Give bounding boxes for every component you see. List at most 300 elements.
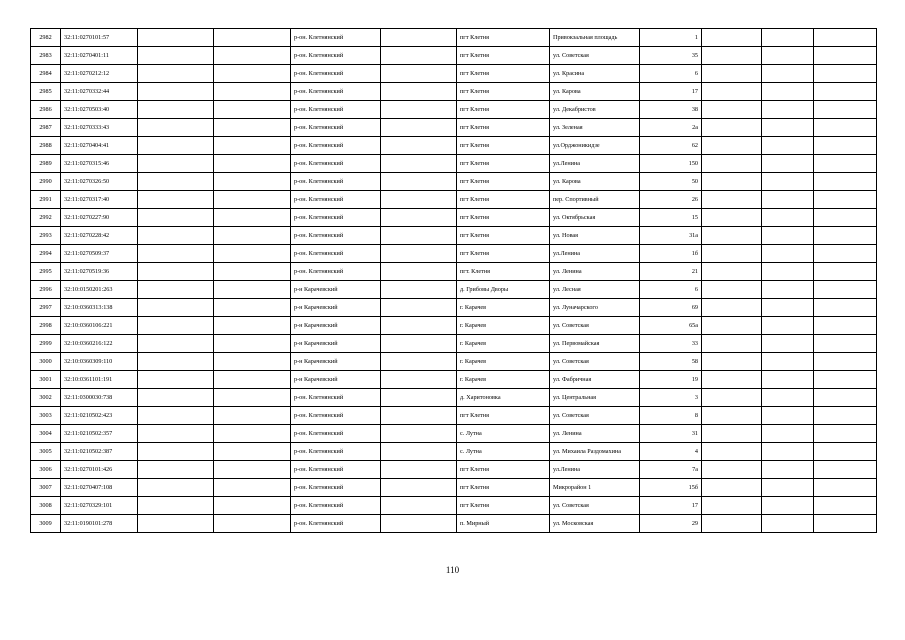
empty-cell bbox=[762, 65, 814, 83]
settlement-cell: п. Мирный bbox=[457, 515, 550, 533]
empty-cell bbox=[138, 281, 214, 299]
cadastral-number-cell: 32:11:0270333:43 bbox=[61, 119, 138, 137]
table-row bbox=[31, 389, 877, 407]
street-cell: ул. Советская bbox=[550, 407, 640, 425]
row-number-cell: 3000 bbox=[31, 353, 61, 371]
empty-cell bbox=[138, 479, 214, 497]
empty-cell bbox=[814, 407, 877, 425]
row-number-cell: 2986 bbox=[31, 101, 61, 119]
settlement-cell: с. Лутна bbox=[457, 425, 550, 443]
house-number-cell: 8 bbox=[640, 407, 702, 425]
house-number-cell: 17 bbox=[640, 497, 702, 515]
settlement-cell: пгт Клетня bbox=[457, 227, 550, 245]
empty-cell bbox=[762, 119, 814, 137]
house-number-cell: 15 bbox=[640, 209, 702, 227]
empty-cell bbox=[381, 371, 457, 389]
empty-cell bbox=[702, 461, 762, 479]
empty-cell bbox=[138, 443, 214, 461]
street-cell: ул. Первомайская bbox=[550, 335, 640, 353]
street-cell: ул. Михаила Раздомахина bbox=[550, 443, 640, 461]
settlement-cell: пгт Клетня bbox=[457, 137, 550, 155]
settlement-cell: г. Карачев bbox=[457, 335, 550, 353]
empty-cell bbox=[214, 227, 291, 245]
table-row bbox=[31, 299, 877, 317]
table-row bbox=[31, 101, 877, 119]
empty-cell bbox=[381, 245, 457, 263]
table-row bbox=[31, 245, 877, 263]
empty-cell bbox=[814, 29, 877, 47]
empty-cell bbox=[762, 83, 814, 101]
row-number-cell: 3004 bbox=[31, 425, 61, 443]
settlement-cell: д. Харитоновка bbox=[457, 389, 550, 407]
empty-cell bbox=[138, 227, 214, 245]
street-cell: ул. Луначарского bbox=[550, 299, 640, 317]
empty-cell bbox=[214, 191, 291, 209]
row-number-cell: 2992 bbox=[31, 209, 61, 227]
empty-cell bbox=[762, 29, 814, 47]
row-number-cell: 2984 bbox=[31, 65, 61, 83]
empty-cell bbox=[214, 119, 291, 137]
empty-cell bbox=[762, 335, 814, 353]
district-cell: р-он. Клетнянский bbox=[291, 407, 381, 425]
settlement-cell: пгт. Клетня bbox=[457, 263, 550, 281]
house-number-cell: 150 bbox=[640, 155, 702, 173]
table-row bbox=[31, 515, 877, 533]
cadastral-number-cell: 32:10:0360313:138 bbox=[61, 299, 138, 317]
house-number-cell: 26 bbox=[640, 191, 702, 209]
street-cell: ул. Ленина bbox=[550, 263, 640, 281]
empty-cell bbox=[214, 299, 291, 317]
cadastral-number-cell: 32:11:0270401:11 bbox=[61, 47, 138, 65]
settlement-cell: пгт Клетня bbox=[457, 497, 550, 515]
empty-cell bbox=[814, 389, 877, 407]
empty-cell bbox=[702, 83, 762, 101]
empty-cell bbox=[702, 515, 762, 533]
district-cell: р-он. Клетнянский bbox=[291, 263, 381, 281]
empty-cell bbox=[381, 65, 457, 83]
settlement-cell: пгт Клетня bbox=[457, 83, 550, 101]
house-number-cell: 15б bbox=[640, 479, 702, 497]
cadastral-number-cell: 32:10:0361101:191 bbox=[61, 371, 138, 389]
empty-cell bbox=[381, 461, 457, 479]
empty-cell bbox=[381, 443, 457, 461]
cadastral-number-cell: 32:11:0270404:41 bbox=[61, 137, 138, 155]
empty-cell bbox=[381, 83, 457, 101]
empty-cell bbox=[814, 101, 877, 119]
row-number-cell: 2999 bbox=[31, 335, 61, 353]
house-number-cell: 58 bbox=[640, 353, 702, 371]
settlement-cell: г. Карачев bbox=[457, 317, 550, 335]
cadastral-number-cell: 32:11:0270317:40 bbox=[61, 191, 138, 209]
empty-cell bbox=[138, 137, 214, 155]
street-cell: ул. Карова bbox=[550, 173, 640, 191]
house-number-cell: 3 bbox=[640, 389, 702, 407]
street-cell: ул. Ленина bbox=[550, 425, 640, 443]
empty-cell bbox=[702, 479, 762, 497]
empty-cell bbox=[762, 389, 814, 407]
district-cell: р-он. Клетнянский bbox=[291, 65, 381, 83]
empty-cell bbox=[814, 461, 877, 479]
house-number-cell: 1 bbox=[640, 29, 702, 47]
row-number-cell: 2989 bbox=[31, 155, 61, 173]
district-cell: р-он. Клетнянский bbox=[291, 191, 381, 209]
empty-cell bbox=[762, 227, 814, 245]
table-row bbox=[31, 29, 877, 47]
empty-cell bbox=[138, 83, 214, 101]
table-row bbox=[31, 65, 877, 83]
empty-cell bbox=[702, 65, 762, 83]
settlement-cell: г. Карачев bbox=[457, 353, 550, 371]
street-cell: ул. Советская bbox=[550, 47, 640, 65]
street-cell: ул.Ленина bbox=[550, 155, 640, 173]
empty-cell bbox=[381, 389, 457, 407]
table-row bbox=[31, 281, 877, 299]
street-cell: пер. Спортивный bbox=[550, 191, 640, 209]
empty-cell bbox=[381, 407, 457, 425]
settlement-cell: пгт Клетня bbox=[457, 47, 550, 65]
table-row bbox=[31, 83, 877, 101]
house-number-cell: 31 bbox=[640, 425, 702, 443]
empty-cell bbox=[702, 263, 762, 281]
empty-cell bbox=[381, 353, 457, 371]
empty-cell bbox=[138, 47, 214, 65]
table-row bbox=[31, 353, 877, 371]
settlement-cell: пгт Клетня bbox=[457, 245, 550, 263]
district-cell: р-он. Клетнянский bbox=[291, 83, 381, 101]
empty-cell bbox=[214, 101, 291, 119]
row-number-cell: 2985 bbox=[31, 83, 61, 101]
empty-cell bbox=[702, 245, 762, 263]
empty-cell bbox=[702, 353, 762, 371]
row-number-cell: 3001 bbox=[31, 371, 61, 389]
row-number-cell: 2987 bbox=[31, 119, 61, 137]
empty-cell bbox=[138, 101, 214, 119]
settlement-cell: пгт Клетня bbox=[457, 173, 550, 191]
table-row bbox=[31, 371, 877, 389]
empty-cell bbox=[214, 371, 291, 389]
house-number-cell: 69 bbox=[640, 299, 702, 317]
cadastral-number-cell: 32:11:0270407:108 bbox=[61, 479, 138, 497]
empty-cell bbox=[381, 209, 457, 227]
empty-cell bbox=[138, 371, 214, 389]
row-number-cell: 2991 bbox=[31, 191, 61, 209]
empty-cell bbox=[214, 29, 291, 47]
house-number-cell: 4 bbox=[640, 443, 702, 461]
empty-cell bbox=[702, 371, 762, 389]
row-number-cell: 2993 bbox=[31, 227, 61, 245]
house-number-cell: 29 bbox=[640, 515, 702, 533]
empty-cell bbox=[381, 155, 457, 173]
empty-cell bbox=[762, 515, 814, 533]
empty-cell bbox=[214, 443, 291, 461]
cadastral-number-cell: 32:11:0270101:57 bbox=[61, 29, 138, 47]
district-cell: р-н Карачевский bbox=[291, 299, 381, 317]
empty-cell bbox=[381, 317, 457, 335]
street-cell: ул.Ленина bbox=[550, 461, 640, 479]
table-row bbox=[31, 497, 877, 515]
cadastral-number-cell: 32:11:0270509:37 bbox=[61, 245, 138, 263]
district-cell: р-он. Клетнянский bbox=[291, 479, 381, 497]
empty-cell bbox=[214, 263, 291, 281]
cadastral-number-cell: 32:11:0270332:44 bbox=[61, 83, 138, 101]
empty-cell bbox=[381, 47, 457, 65]
district-cell: р-он. Клетнянский bbox=[291, 29, 381, 47]
empty-cell bbox=[214, 245, 291, 263]
district-cell: р-н Карачевский bbox=[291, 353, 381, 371]
street-cell: ул.Ленина bbox=[550, 245, 640, 263]
cadastral-number-cell: 32:11:0270212:12 bbox=[61, 65, 138, 83]
house-number-cell: 21 bbox=[640, 263, 702, 281]
settlement-cell: пгт Клетня bbox=[457, 461, 550, 479]
empty-cell bbox=[702, 101, 762, 119]
row-number-cell: 2982 bbox=[31, 29, 61, 47]
row-number-cell: 2988 bbox=[31, 137, 61, 155]
street-cell: ул. Московская bbox=[550, 515, 640, 533]
empty-cell bbox=[214, 425, 291, 443]
table-row bbox=[31, 119, 877, 137]
district-cell: р-н Карачевский bbox=[291, 335, 381, 353]
cadastral-number-cell: 32:11:0270503:40 bbox=[61, 101, 138, 119]
empty-cell bbox=[702, 497, 762, 515]
house-number-cell: 50 bbox=[640, 173, 702, 191]
empty-cell bbox=[138, 299, 214, 317]
cadastral-number-cell: 32:11:0270101:426 bbox=[61, 461, 138, 479]
empty-cell bbox=[814, 371, 877, 389]
empty-cell bbox=[381, 515, 457, 533]
empty-cell bbox=[762, 245, 814, 263]
row-number-cell: 2997 bbox=[31, 299, 61, 317]
street-cell: ул. Зеленая bbox=[550, 119, 640, 137]
empty-cell bbox=[762, 173, 814, 191]
table-row bbox=[31, 407, 877, 425]
table-row bbox=[31, 317, 877, 335]
empty-cell bbox=[814, 119, 877, 137]
empty-cell bbox=[762, 479, 814, 497]
empty-cell bbox=[814, 335, 877, 353]
street-cell: ул. Советская bbox=[550, 317, 640, 335]
settlement-cell: д. Грибовы Дворы bbox=[457, 281, 550, 299]
settlement-cell: пгт Клетня bbox=[457, 479, 550, 497]
house-number-cell: 35 bbox=[640, 47, 702, 65]
cadastral-number-cell: 32:11:0300030:738 bbox=[61, 389, 138, 407]
empty-cell bbox=[814, 137, 877, 155]
empty-cell bbox=[214, 389, 291, 407]
empty-cell bbox=[214, 335, 291, 353]
row-number-cell: 3005 bbox=[31, 443, 61, 461]
empty-cell bbox=[214, 461, 291, 479]
empty-cell bbox=[381, 479, 457, 497]
row-number-cell: 3008 bbox=[31, 497, 61, 515]
empty-cell bbox=[138, 407, 214, 425]
empty-cell bbox=[814, 155, 877, 173]
row-number-cell: 2998 bbox=[31, 317, 61, 335]
empty-cell bbox=[138, 425, 214, 443]
empty-cell bbox=[762, 137, 814, 155]
empty-cell bbox=[381, 281, 457, 299]
street-cell: ул. Декабристов bbox=[550, 101, 640, 119]
empty-cell bbox=[762, 317, 814, 335]
empty-cell bbox=[138, 461, 214, 479]
row-number-cell: 3006 bbox=[31, 461, 61, 479]
empty-cell bbox=[214, 47, 291, 65]
empty-cell bbox=[762, 353, 814, 371]
empty-cell bbox=[702, 335, 762, 353]
settlement-cell: пгт Клетня bbox=[457, 209, 550, 227]
empty-cell bbox=[814, 515, 877, 533]
empty-cell bbox=[702, 407, 762, 425]
table-row bbox=[31, 425, 877, 443]
cadastral-number-cell: 32:11:0210502:387 bbox=[61, 443, 138, 461]
district-cell: р-он. Клетнянский bbox=[291, 425, 381, 443]
empty-cell bbox=[381, 101, 457, 119]
settlement-cell: пгт Клетня bbox=[457, 191, 550, 209]
empty-cell bbox=[381, 137, 457, 155]
table-row bbox=[31, 479, 877, 497]
district-cell: р-он. Клетнянский bbox=[291, 497, 381, 515]
empty-cell bbox=[814, 83, 877, 101]
empty-cell bbox=[381, 263, 457, 281]
empty-cell bbox=[381, 173, 457, 191]
row-number-cell: 2995 bbox=[31, 263, 61, 281]
settlement-cell: пгт Клетня bbox=[457, 29, 550, 47]
empty-cell bbox=[381, 425, 457, 443]
empty-cell bbox=[702, 191, 762, 209]
empty-cell bbox=[702, 425, 762, 443]
empty-cell bbox=[381, 335, 457, 353]
row-number-cell: 2996 bbox=[31, 281, 61, 299]
settlement-cell: с. Лутна bbox=[457, 443, 550, 461]
empty-cell bbox=[138, 317, 214, 335]
empty-cell bbox=[214, 137, 291, 155]
empty-cell bbox=[762, 281, 814, 299]
empty-cell bbox=[814, 173, 877, 191]
property-register-table bbox=[30, 28, 877, 533]
district-cell: р-н Карачевский bbox=[291, 371, 381, 389]
cadastral-number-cell: 32:11:0270519:36 bbox=[61, 263, 138, 281]
empty-cell bbox=[762, 209, 814, 227]
empty-cell bbox=[214, 353, 291, 371]
empty-cell bbox=[214, 155, 291, 173]
empty-cell bbox=[814, 263, 877, 281]
empty-cell bbox=[762, 443, 814, 461]
empty-cell bbox=[814, 65, 877, 83]
empty-cell bbox=[214, 209, 291, 227]
empty-cell bbox=[702, 281, 762, 299]
empty-cell bbox=[814, 479, 877, 497]
street-cell: ул. Советская bbox=[550, 353, 640, 371]
empty-cell bbox=[814, 245, 877, 263]
empty-cell bbox=[214, 173, 291, 191]
cadastral-number-cell: 32:10:0360309:110 bbox=[61, 353, 138, 371]
cadastral-number-cell: 32:11:0270228:42 bbox=[61, 227, 138, 245]
district-cell: р-он. Клетнянский bbox=[291, 245, 381, 263]
district-cell: р-он. Клетнянский bbox=[291, 209, 381, 227]
empty-cell bbox=[814, 317, 877, 335]
district-cell: р-он. Клетнянский bbox=[291, 443, 381, 461]
empty-cell bbox=[702, 155, 762, 173]
row-number-cell: 2994 bbox=[31, 245, 61, 263]
empty-cell bbox=[762, 299, 814, 317]
empty-cell bbox=[762, 407, 814, 425]
empty-cell bbox=[762, 461, 814, 479]
street-cell: Привокзальная площадь bbox=[550, 29, 640, 47]
empty-cell bbox=[814, 497, 877, 515]
house-number-cell: 17 bbox=[640, 83, 702, 101]
empty-cell bbox=[702, 209, 762, 227]
empty-cell bbox=[381, 227, 457, 245]
district-cell: р-он. Клетнянский bbox=[291, 119, 381, 137]
district-cell: р-он. Клетнянский bbox=[291, 515, 381, 533]
empty-cell bbox=[702, 47, 762, 65]
house-number-cell: 33 bbox=[640, 335, 702, 353]
empty-cell bbox=[702, 227, 762, 245]
empty-cell bbox=[702, 317, 762, 335]
settlement-cell: пгт Клетня bbox=[457, 407, 550, 425]
empty-cell bbox=[214, 479, 291, 497]
empty-cell bbox=[814, 353, 877, 371]
empty-cell bbox=[762, 263, 814, 281]
table-row bbox=[31, 191, 877, 209]
street-cell: ул. Карова bbox=[550, 83, 640, 101]
empty-cell bbox=[214, 515, 291, 533]
empty-cell bbox=[381, 29, 457, 47]
house-number-cell: 38 bbox=[640, 101, 702, 119]
district-cell: р-он. Клетнянский bbox=[291, 155, 381, 173]
house-number-cell: 19 bbox=[640, 371, 702, 389]
district-cell: р-н Карачевский bbox=[291, 317, 381, 335]
street-cell: Микрорайон 1 bbox=[550, 479, 640, 497]
empty-cell bbox=[138, 389, 214, 407]
street-cell: ул. Центральная bbox=[550, 389, 640, 407]
street-cell: ул. Красина bbox=[550, 65, 640, 83]
empty-cell bbox=[814, 443, 877, 461]
house-number-cell: 65а bbox=[640, 317, 702, 335]
street-cell: ул. Фабричная bbox=[550, 371, 640, 389]
district-cell: р-он. Клетнянский bbox=[291, 173, 381, 191]
cadastral-number-cell: 32:11:0190101:278 bbox=[61, 515, 138, 533]
empty-cell bbox=[138, 515, 214, 533]
house-number-cell: 7а bbox=[640, 461, 702, 479]
empty-cell bbox=[214, 65, 291, 83]
empty-cell bbox=[138, 155, 214, 173]
empty-cell bbox=[138, 173, 214, 191]
empty-cell bbox=[381, 119, 457, 137]
district-cell: р-он. Клетнянский bbox=[291, 461, 381, 479]
empty-cell bbox=[762, 497, 814, 515]
empty-cell bbox=[814, 425, 877, 443]
house-number-cell: 62 bbox=[640, 137, 702, 155]
empty-cell bbox=[814, 47, 877, 65]
empty-cell bbox=[814, 209, 877, 227]
empty-cell bbox=[138, 29, 214, 47]
empty-cell bbox=[214, 407, 291, 425]
empty-cell bbox=[138, 119, 214, 137]
settlement-cell: пгт Клетня bbox=[457, 155, 550, 173]
street-cell: ул. Новая bbox=[550, 227, 640, 245]
empty-cell bbox=[702, 443, 762, 461]
empty-cell bbox=[214, 83, 291, 101]
cadastral-number-cell: 32:11:0210502:357 bbox=[61, 425, 138, 443]
house-number-cell: 31а bbox=[640, 227, 702, 245]
row-number-cell: 3002 bbox=[31, 389, 61, 407]
register-table-body bbox=[31, 29, 877, 533]
district-cell: р-он. Клетнянский bbox=[291, 47, 381, 65]
empty-cell bbox=[138, 209, 214, 227]
empty-cell bbox=[381, 299, 457, 317]
empty-cell bbox=[381, 497, 457, 515]
empty-cell bbox=[702, 173, 762, 191]
settlement-cell: пгт Клетня bbox=[457, 101, 550, 119]
